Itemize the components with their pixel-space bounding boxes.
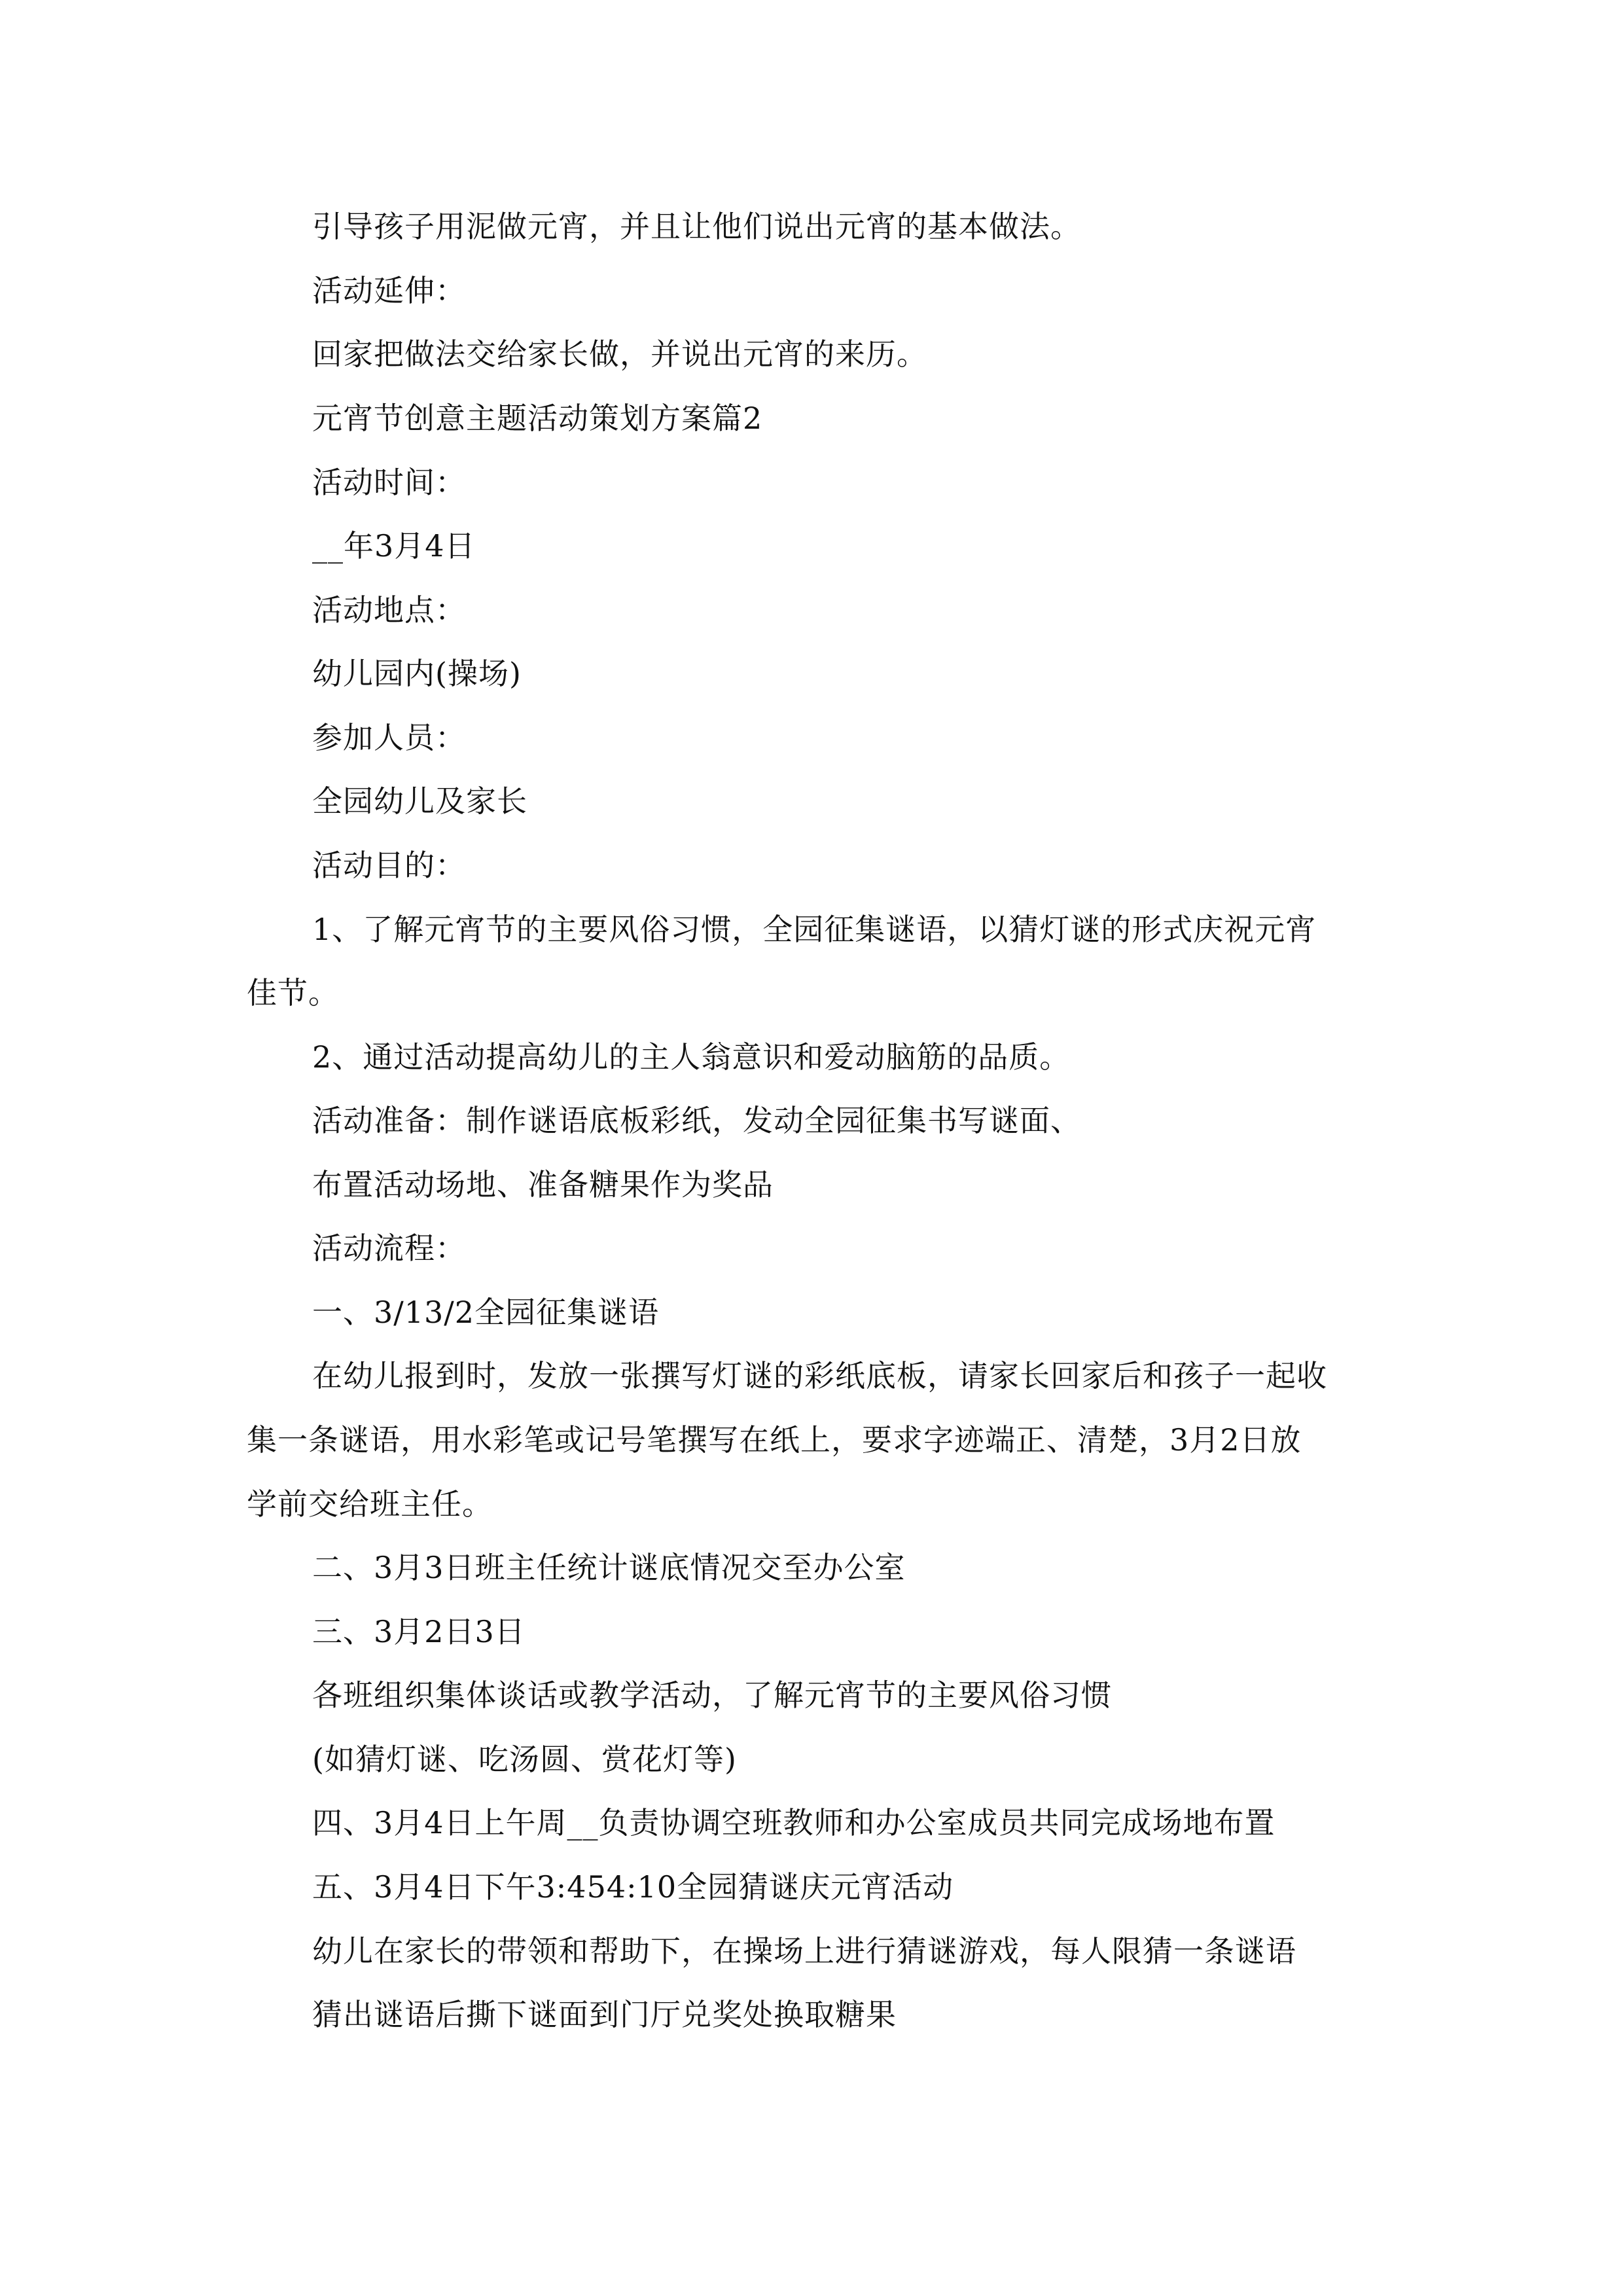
- text-line: 活动地点：: [312, 592, 466, 628]
- text-line: 各班组织集体谈话或教学活动，了解元宵节的主要风俗习惯: [312, 1677, 1112, 1713]
- text-line: 五、3月4日下午3:454:10全园猜谜庆元宵活动: [312, 1869, 954, 1905]
- text-line: 活动流程：: [312, 1230, 466, 1266]
- text-line: 回家把做法交给家长做，并说出元宵的来历。: [312, 336, 927, 372]
- text-line: 三、3月2日3日: [312, 1614, 526, 1649]
- text-line: 一、3/13/2全园征集谜语: [312, 1295, 660, 1330]
- text-line: 集一条谜语，用水彩笔或记号笔撰写在纸上，要求字迹端正、清楚，3月2日放: [247, 1422, 1302, 1458]
- text-line: 引导孩子用泥做元宵，并且让他们说出元宵的基本做法。: [312, 209, 1081, 244]
- text-line: 布置活动场地、准备糖果作为奖品: [312, 1167, 774, 1202]
- text-line: 全园幼儿及家长: [312, 783, 527, 819]
- text-line: 猜出谜语后撕下谜面到门厅兑奖处换取糖果: [312, 1997, 897, 2032]
- text-line: 幼儿园内(操场): [312, 656, 522, 691]
- text-line: 学前交给班主任。: [247, 1486, 493, 1522]
- text-line: 活动准备：制作谜语底板彩纸，发动全园征集书写谜面、: [312, 1103, 1081, 1138]
- section-title: 元宵节创意主题活动策划方案篇2: [312, 401, 763, 436]
- text-line: 活动时间：: [312, 465, 466, 500]
- text-line: 活动目的：: [312, 848, 466, 883]
- text-line: 四、3月4日上午周__负责协调空班教师和办公室成员共同完成场地布置: [312, 1805, 1275, 1840]
- text-line: (如猜灯谜、吃汤圆、赏花灯等): [312, 1742, 737, 1777]
- text-line: 幼儿在家长的带领和帮助下，在操场上进行猜谜游戏，每人限猜一条谜语: [312, 1933, 1296, 1969]
- text-line: 2、通过活动提高幼儿的主人翁意识和爱动脑筋的品质。: [312, 1039, 1071, 1075]
- text-line: 1、了解元宵节的主要风俗习惯，全园征集谜语，以猜灯谜的形式庆祝元宵: [312, 912, 1317, 947]
- text-line: 参加人员：: [312, 720, 466, 755]
- text-line: 二、3月3日班主任统计谜底情况交至办公室: [312, 1550, 906, 1585]
- text-line: 佳节。: [247, 975, 339, 1011]
- text-line: 在幼儿报到时，发放一张撰写灯谜的彩纸底板，请家长回家后和孩子一起收: [312, 1358, 1327, 1393]
- text-line: __年3月4日: [312, 528, 476, 564]
- text-line: 活动延伸：: [312, 273, 466, 308]
